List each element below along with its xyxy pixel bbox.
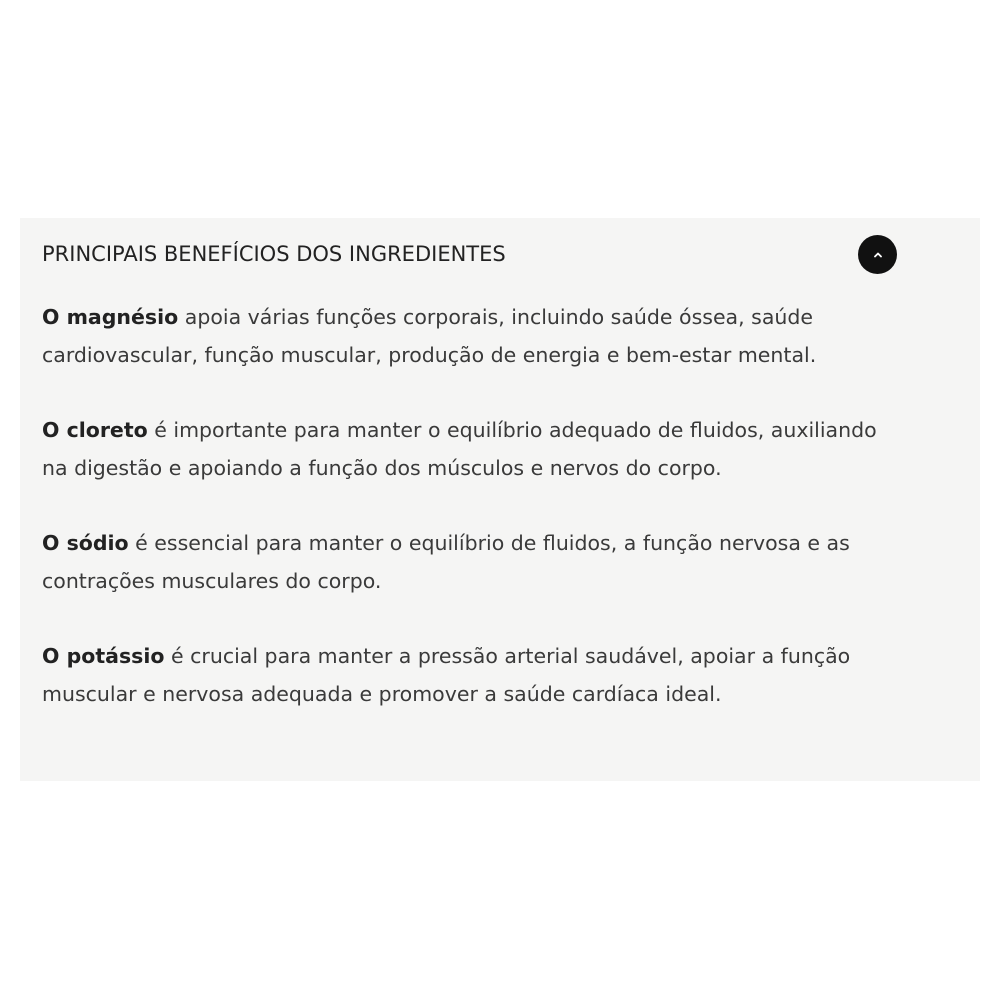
accordion-content	[42, 298, 882, 750]
accordion-toggle-button[interactable]	[858, 235, 897, 274]
benefit-term: O cloreto	[42, 418, 148, 442]
benefit-text: é crucial para manter a pressão arterial saudável, apoiar a função muscular e nervosa adequada e promover a saúde cardíaca ideal.	[42, 644, 851, 706]
benefit-potassium	[42, 637, 882, 713]
benefit-term: O sódio	[42, 531, 129, 555]
ingredient-benefits-accordion	[20, 218, 980, 781]
benefit-chloride	[42, 411, 882, 487]
benefit-term: O magnésio	[42, 305, 179, 329]
benefit-text: é importante para manter o equilíbrio adequado de fluidos, auxiliando na digestão e apoiando a função dos músculos e nervos do corpo.	[42, 418, 877, 480]
benefit-magnesium	[42, 298, 882, 374]
benefit-text: é essencial para manter o equilíbrio de fluidos, a função nervosa e as contrações musculares do corpo.	[42, 531, 850, 593]
accordion-title[interactable]: PRINCIPAIS BENEFÍCIOS DOS INGREDIENTES	[42, 242, 506, 266]
benefit-text: apoia várias funções corporais, incluindo saúde óssea, saúde cardiovascular, função muscular, produção de energia e bem-estar mental.	[42, 305, 817, 367]
chevron-up-icon	[872, 249, 884, 261]
benefit-term: O potássio	[42, 644, 165, 668]
benefit-sodium	[42, 524, 882, 600]
